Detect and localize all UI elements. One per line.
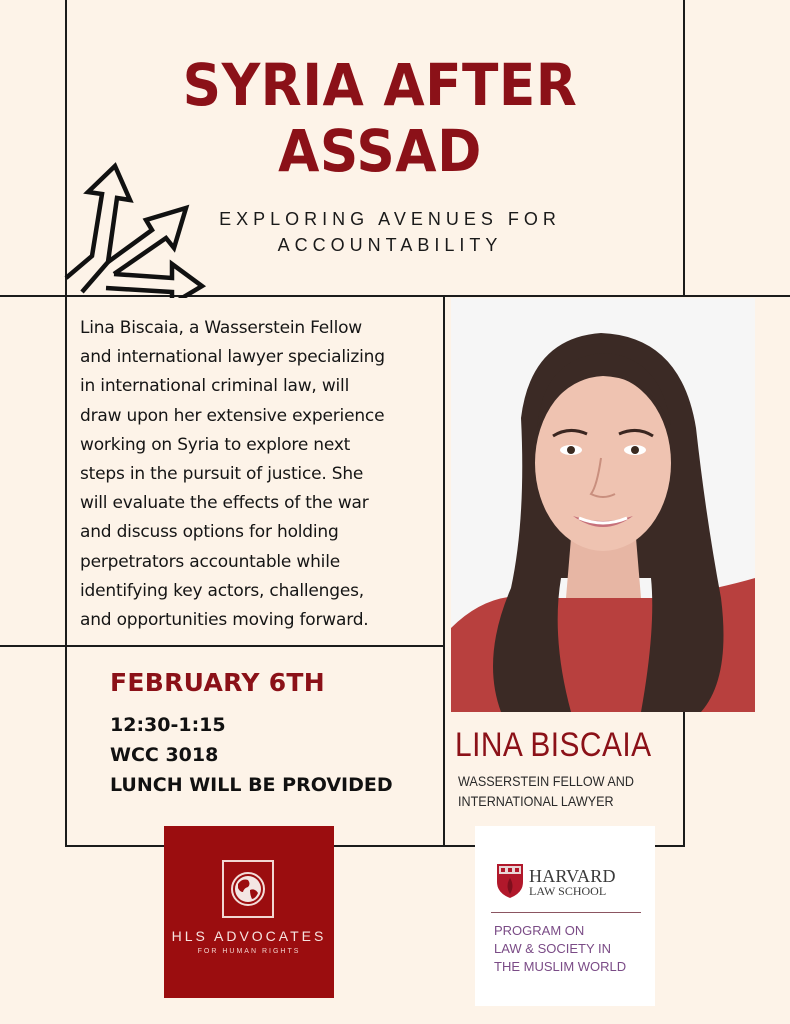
- portrait-illustration: [451, 298, 755, 712]
- bio-line: and discuss options for holding: [80, 522, 339, 543]
- diverging-arrows-icon: [62, 158, 212, 298]
- program-name: [494, 922, 626, 976]
- program-line-3: THE MUSLIM WORLD: [494, 959, 627, 974]
- event-note: LUNCH WILL BE PROVIDED: [110, 774, 393, 796]
- bio-line: Lina Biscaia, a Wasserstein Fellow: [80, 318, 363, 338]
- event-time: 12:30-1:15: [110, 714, 226, 736]
- hls-subtitle: FOR HUMAN RIGHTS: [197, 948, 301, 955]
- harvard-divider: [491, 912, 641, 913]
- event-location: WCC 3018: [110, 744, 219, 766]
- speaker-role-line-1: WASSERSTEIN FELLOW AND: [458, 773, 634, 789]
- harvard-law-school-logo: [475, 826, 655, 1006]
- bio-line: and international lawyer specializing: [80, 347, 385, 368]
- speaker-bio: [80, 314, 440, 635]
- hls-logo-frame: [222, 860, 274, 918]
- subtitle-line-2: ACCOUNTABILITY: [277, 235, 503, 255]
- shield-icon: [497, 864, 523, 898]
- bio-line: and opportunities moving forward.: [80, 610, 369, 631]
- speaker-role-line-2: INTERNATIONAL LAWYER: [458, 793, 614, 809]
- title-line-1: SYRIA AFTER: [182, 51, 578, 119]
- bio-line: steps in the pursuit of justice. She: [80, 464, 364, 485]
- globe-icon: [224, 862, 272, 916]
- program-line-1: PROGRAM ON: [494, 923, 585, 938]
- bio-line: in international criminal law, will: [80, 376, 350, 397]
- event-details: [110, 710, 393, 800]
- speaker-name: LINA BISCAIA: [455, 726, 652, 764]
- title-line-2: ASSAD: [278, 117, 482, 185]
- speaker-photo: [451, 298, 755, 712]
- hls-advocates-logo: [164, 826, 334, 998]
- speaker-role: [458, 771, 634, 811]
- harvard-school: LAW SCHOOL: [529, 884, 607, 898]
- bio-line: working on Syria to explore next: [80, 434, 351, 455]
- grid-line-right-top: [683, 0, 685, 297]
- harvard-name: HARVARD: [529, 866, 616, 886]
- bio-line: draw upon her extensive experience: [80, 405, 385, 426]
- poster-subtitle: [200, 206, 580, 258]
- hls-title: HLS ADVOCATES: [171, 928, 327, 944]
- bio-line: perpetrators accountable while: [80, 551, 340, 572]
- program-line-2: LAW & SOCIETY IN: [494, 941, 612, 956]
- grid-line-right-bottom: [683, 712, 685, 847]
- grid-line-left: [65, 0, 67, 847]
- grid-line-middle: [443, 295, 445, 847]
- bio-line: identifying key actors, challenges,: [80, 580, 364, 601]
- subtitle-line-1: EXPLORING AVENUES FOR: [219, 209, 561, 229]
- grid-line-bio-bottom: [0, 645, 445, 647]
- bio-line: will evaluate the effects of the war: [80, 493, 369, 514]
- event-date: FEBRUARY 6TH: [110, 668, 326, 697]
